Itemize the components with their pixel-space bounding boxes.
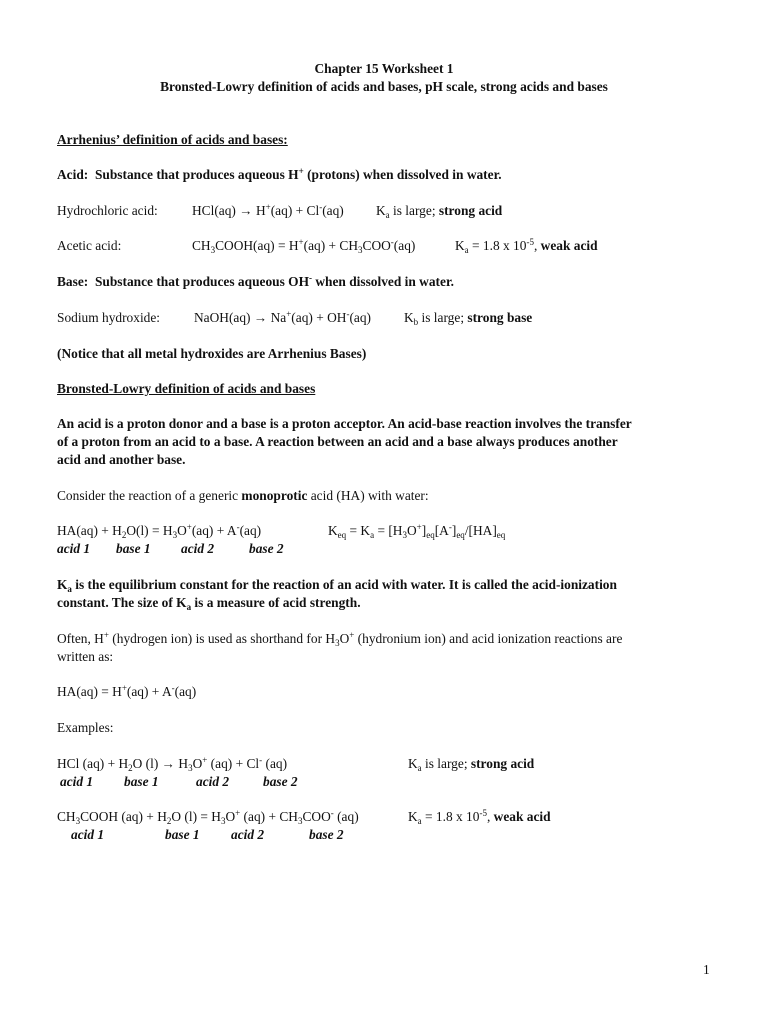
often-line-2: written as: [57,649,114,664]
keq-expression: $K_{eq} = K_a = [H_3O^+]_{eq}[A^-]_{eq}/[HA]_{eq}$ [328,522,506,540]
conjugate-label: acid 2 [181,541,215,556]
page-subtitle: Bronsted-Lowry definition of acids and bases, pH scale, strong acids and bases [160,79,608,94]
metal-hydroxide-notice: (Notice that all metal hydroxides are Arrhenius Bases) [57,346,367,361]
example-1-ka-note: $K_a$ is large; strong acid [408,756,535,773]
base-definition: Base: Substance that produces aqueous OH- when dissolved in water. [57,273,455,289]
example-2-equation: $CH_3COOH$ $(aq) + H_2O$ $(l) = H_3O^+$ $(aq) + CH_3COO^-$ (aq) [57,808,359,826]
conjugate-label: base 2 [309,827,344,842]
ka-def-line-2: constant. The size of $K_a$ is a measure of acid strength. [57,595,361,612]
conjugate-label: acid 1 [57,541,91,556]
page-number: 1 [703,962,710,977]
conjugate-label: base 2 [249,541,284,556]
naoh-name: Sodium hydroxide: [57,310,161,325]
bronsted-def-line-2: of a proton from an acid to a base. A reaction between an acid and a base always produces another [57,434,618,449]
naoh-equation: NaOH(aq) → Na+(aq) + OH-(aq) [194,309,372,325]
conjugate-label: base 1 [116,541,151,556]
often-line-1: Often, H+ (hydrogen ion) is used as shorthand for $H_3O^+$ (hydronium ion) and acid ionization reactions are [57,630,623,648]
examples-label: Examples: [57,720,114,735]
shorthand-equation: HA(aq) = H+(aq) + A-(aq) [57,683,197,699]
conjugate-label: acid 2 [231,827,265,842]
example-2-ka-note: $K_a = 1.8$ x $10^{-5}$, weak acid [408,808,551,826]
bronsted-heading: Bronsted-Lowry definition of acids and bases [57,381,316,396]
hcl-equation: HCl(aq) → H+(aq) + Cl-(aq) [192,202,344,218]
generic-acid-equation: $HA(aq) + H_2O(l) = H_3O^+(aq) + A^-(aq)$ [57,522,262,540]
acid-definition: Acid: Substance that produces aqueous H+ (protons) when dissolved in water. [57,166,502,182]
bronsted-def-line-1: An acid is a proton donor and a base is a proton acceptor. An acid-base reaction involves the transfer [57,416,632,431]
acetic-name: Acetic acid: [57,238,122,253]
conjugate-label: base 1 [165,827,200,842]
conjugate-label: base 1 [124,774,159,789]
bronsted-def-line-3: acid and another base. [57,452,186,467]
conjugate-label: acid 2 [196,774,230,789]
hcl-ka-note: $K_a$ is large; strong acid [376,203,503,220]
page-title: Chapter 15 Worksheet 1 [314,61,454,76]
consider-text: Consider the reaction of a generic monoprotic acid (HA) with water: [57,488,429,503]
naoh-kb-note: $K_b$ is large; strong base [404,310,533,327]
ka-def-line-1: $K_a$ is the equilibrium constant for the reaction of an acid with water. It is called the acid-ionization [57,577,617,594]
arrhenius-heading: Arrhenius’ definition of acids and bases: [57,132,288,147]
acetic-equation: $CH_3COOH(aq) = H^+(aq) + CH_3COO^-(aq)$ [192,237,416,255]
conjugate-label: acid 1 [60,774,94,789]
conjugate-label: base 2 [263,774,298,789]
example-1-equation: HCl $(aq) + H_2O$ $(l) \to H_3O^+$ (aq) + Cl- (aq) [57,755,288,773]
acetic-ka-note: $K_a = 1.8$ x $10^{-5}$, weak acid [455,237,598,255]
conjugate-label: acid 1 [71,827,105,842]
hcl-name: Hydrochloric acid: [57,203,158,218]
